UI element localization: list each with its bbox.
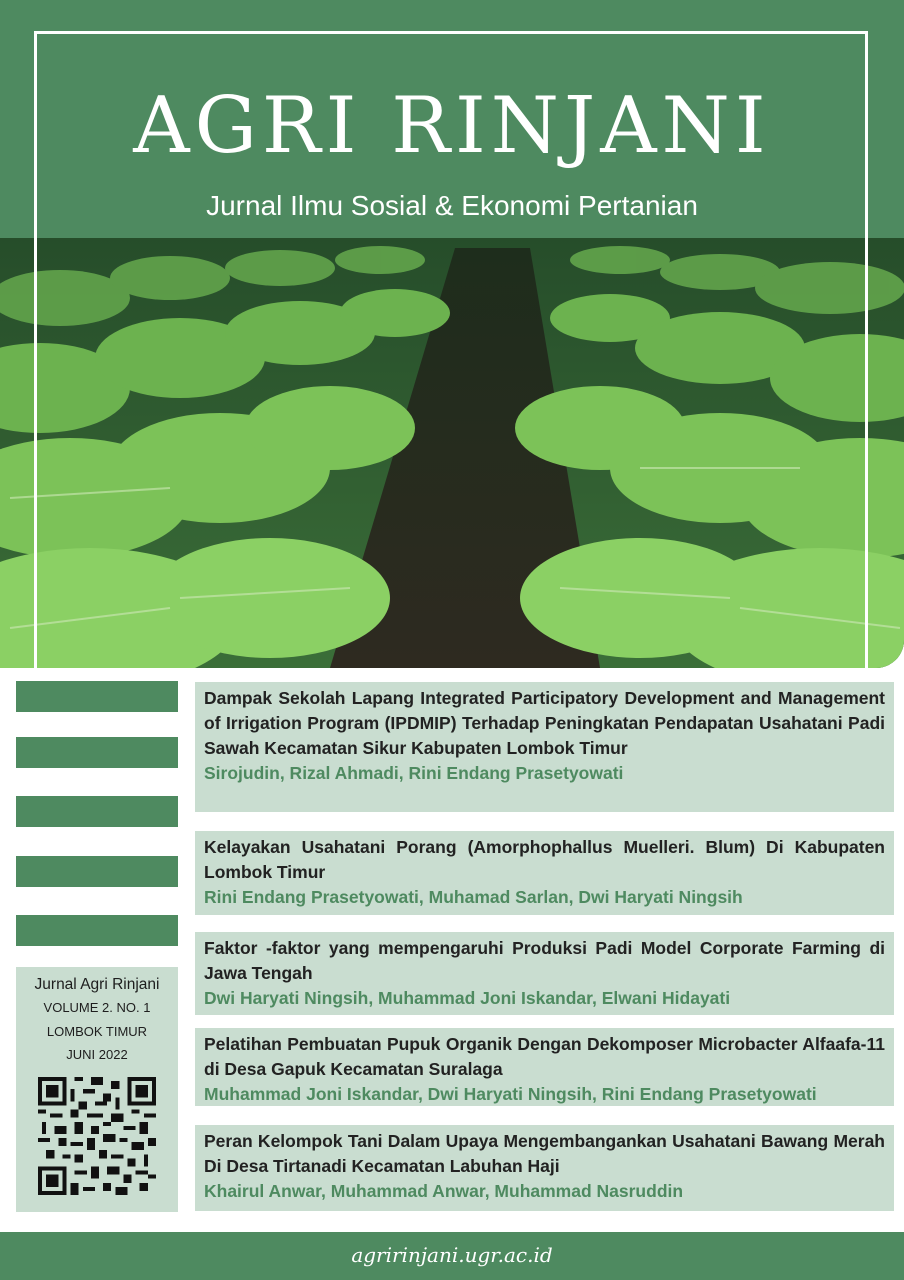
side-tab [16, 737, 178, 768]
article-entry[interactable] [195, 932, 894, 1015]
side-tab [16, 796, 178, 827]
journal-subtitle: Jurnal Ilmu Sosial & Ekonomi Pertanian [206, 190, 698, 221]
article-authors: Sirojudin, Rizal Ahmadi, Rini Endang Prasetyowati [204, 763, 624, 783]
info-journal-name: Jurnal Agri Rinjani [34, 976, 160, 993]
info-volume: VOLUME 2. NO. 1 [43, 1000, 151, 1015]
side-tab [16, 915, 178, 946]
article-entry[interactable] [195, 682, 894, 812]
side-tab [16, 856, 178, 887]
article-authors: Dwi Haryati Ningsih, Muhammad Joni Iskandar, Elwani Hidayati [204, 988, 731, 1008]
article-entry[interactable] [195, 831, 894, 915]
side-tab [16, 681, 178, 712]
footer-url-link[interactable]: agririnjani.ugr.ac.id [351, 1243, 553, 1267]
article-title[interactable]: Faktor -faktor yang mempengaruhi Produksi Padi Model Corporate Farming di Jawa Tengah [204, 938, 885, 983]
info-location: LOMBOK TIMUR [46, 1024, 148, 1039]
article-title[interactable]: Dampak Sekolah Lapang Integrated Participatory Development and Management of Irrigation Program (IPDMIP) Terhadap Peningkatan Pendapatan Usahatani Padi Sawah Kecamatan Sikur Kabupaten Lombok Timur [204, 688, 885, 758]
article-entry[interactable] [195, 1028, 894, 1106]
article-title[interactable]: Pelatihan Pembuatan Pupuk Organik Dengan Dekomposer Microbacter Alfaafa-11 di Desa Gapuk Kecamatan Suralaga [204, 1034, 885, 1079]
cover-photo [0, 238, 904, 668]
article-title[interactable]: Kelayakan Usahatani Porang (Amorphophallus Muelleri. Blum) Di Kabupaten Lombok Timur [204, 837, 885, 882]
article-authors: Rini Endang Prasetyowati, Muhamad Sarlan, Dwi Haryati Ningsih [204, 887, 743, 907]
qr-code-icon[interactable] [38, 1077, 156, 1195]
journal-title: AGRI RINJANI [133, 81, 771, 171]
article-authors: Khairul Anwar, Muhammad Anwar, Muhammad Nasruddin [204, 1181, 684, 1201]
article-title[interactable]: Peran Kelompok Tani Dalam Upaya Mengembangankan Usahatani Bawang Merah Di Desa Tirtanadi Kecamatan Labuhan Haji [204, 1131, 885, 1176]
tobacco-field-photo [0, 238, 904, 668]
info-date: JUNI 2022 [66, 1047, 128, 1062]
article-entry[interactable] [195, 1125, 894, 1211]
article-authors: Muhammad Joni Iskandar, Dwi Haryati Ningsih, Rini Endang Prasetyowati [204, 1084, 817, 1104]
